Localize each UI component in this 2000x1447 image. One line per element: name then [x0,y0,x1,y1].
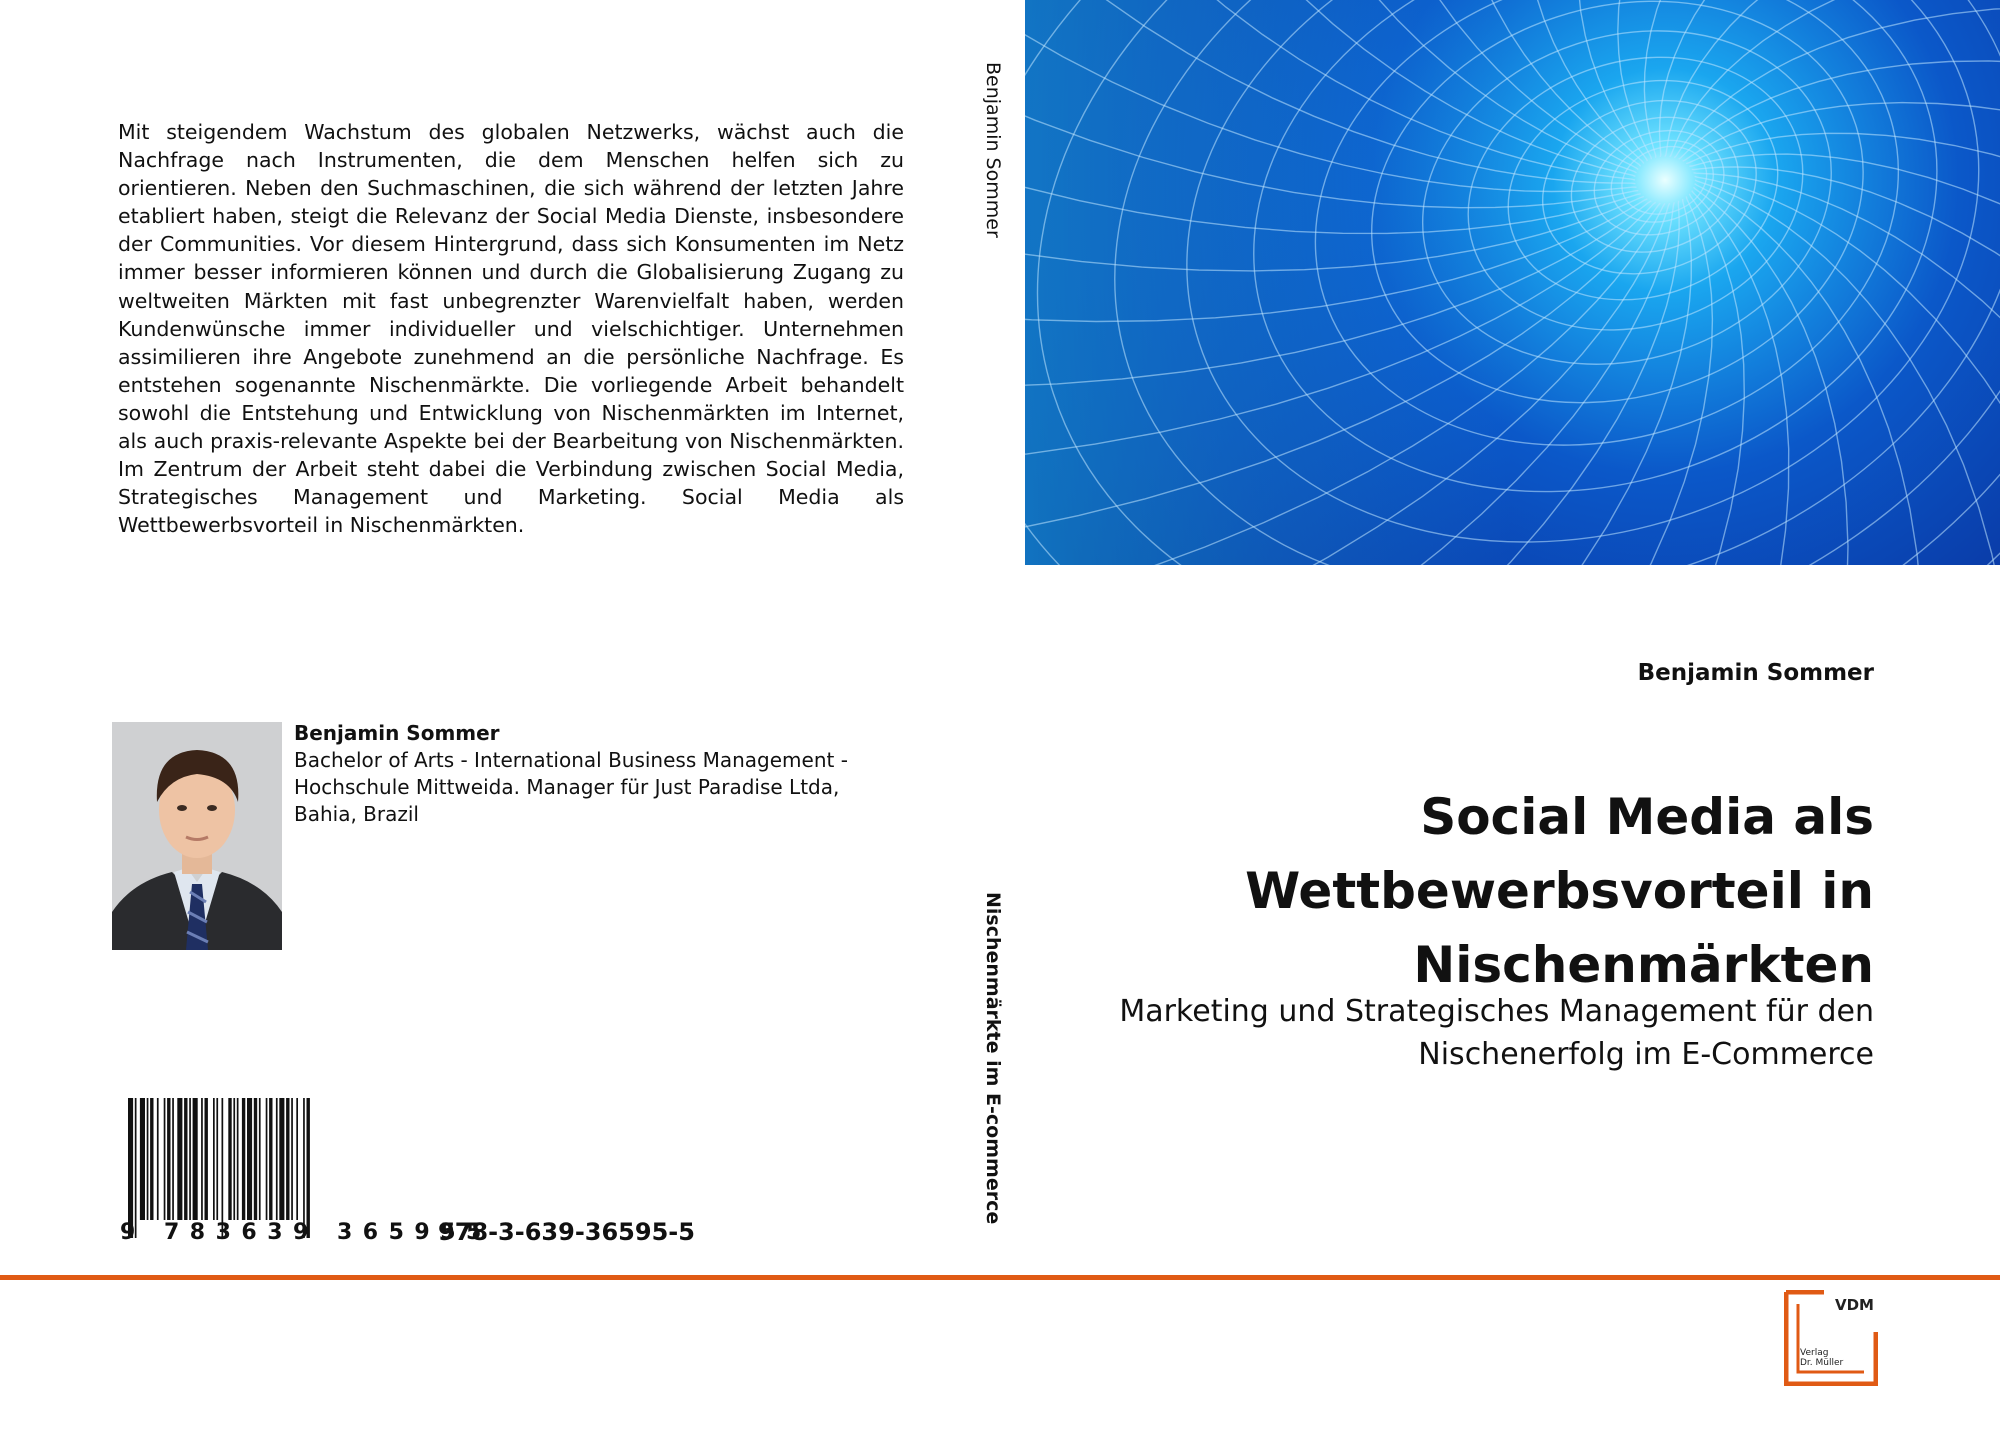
barcode-bar [172,1098,174,1220]
barcode-bar [222,1098,224,1238]
publisher-logo-subtext [1800,1348,1843,1368]
barcode-bar [167,1098,170,1220]
barcode-bar [205,1098,208,1220]
barcode-bar [307,1098,310,1238]
author-name: Benjamin Sommer [294,721,500,745]
author-portrait-image [112,722,282,950]
barcode-bar [266,1098,268,1220]
barcode-bar [303,1098,305,1238]
barcode-bar [184,1098,187,1220]
barcode-bar [228,1098,231,1220]
barcode-bar [279,1098,284,1220]
barcode-bar [254,1098,257,1220]
orange-divider [0,1275,2000,1280]
barcode-bar [296,1098,298,1220]
barcode-bar [177,1098,182,1220]
front-author: Benjamin Sommer [1637,660,1874,686]
publisher-logo-subtext-line-1: Verlag [1800,1348,1829,1358]
isbn-number: 978-3-639-36595-5 [438,1218,695,1246]
barcode-bar [147,1098,149,1220]
barcode-bar [291,1098,293,1220]
cover-tunnel-graphic [1025,0,2000,565]
barcode-digits: 9 783639 365955 [120,1220,492,1245]
front-title: Social Media als Wettbewerbsvorteil in Nischenmärkten [1245,788,1874,994]
barcode-bar [193,1098,198,1220]
publisher-logo-subtext-line-2: Dr. Müller [1800,1358,1844,1368]
barcode-bar [286,1098,289,1220]
barcode-bar [269,1098,272,1220]
spine-title: Nischenmärkte im E-commerce [982,892,1004,1225]
publisher-logo-text: VDM [1835,1296,1874,1314]
barcode-bar [189,1098,191,1220]
front-subtitle: Marketing und Strategisches Management für den Nischenerfolg im E-Commerce [1119,994,1874,1072]
barcode-bar [247,1098,252,1220]
barcode-bar [201,1098,203,1220]
barcode-bar [276,1098,278,1220]
spine-author: Benjamin Sommer [982,62,1004,238]
barcode-bar [237,1098,239,1220]
barcode-bar [150,1098,153,1220]
back-cover-blurb: Mit steigendem Wachstum des globalen Netzwerks, wächst auch die Nachfrage nach Instrumenten, die dem Menschen helfen sich zu orientieren. Neben den Suchmaschinen, die sich während der letzten Jahre etabliert haben, steigt die Relevanz der Social Media Dienste, insbesondere der Communities. Vor diesem Hintergrund, dass sich Konsumenten im Netz immer besser informieren können und durch die Globalisierung Zugang zu weltweiten Märkten mit fast unbegrenzter Warenvielfalt haben, werden Kundenwünsche immer individueller und vielschichtiger. Unternehmen assimilieren ihre Angebote zunehmend an die persönliche Nachfrage. Es entstehen sogenannte Nischenmärkte. Die vorliegende Arbeit behandelt sowohl die Entstehung und Entwicklung von Nischenmärkten im Internet, als auch praxis-relevante Aspekte bei der Bearbeitung von Nischenmärkten. Im Zentrum der Arbeit steht dabei die Verbindung zwischen Social Media, Strategisches Management und Marketing. Social Media als Wettbewerbsvorteil in Nischenmärkten. [118,120,904,538]
barcode-bar [135,1098,137,1238]
barcode-bar [140,1098,145,1220]
barcode-bar [157,1098,159,1220]
barcode-bar [213,1098,215,1220]
author-photo [112,722,282,950]
barcode-bar [259,1098,261,1220]
author-bio-text: Bachelor of Arts - International Business Management - Hochschule Mittweida. Manager für Just Paradise Ltda, Bahia, Brazil [294,748,848,826]
barcode-bar [128,1098,133,1238]
barcode-bar [216,1098,218,1220]
barcode-bar [164,1098,166,1220]
barcode-bar [242,1098,245,1220]
author-bio-block [294,720,854,828]
barcode-bar [233,1098,235,1220]
